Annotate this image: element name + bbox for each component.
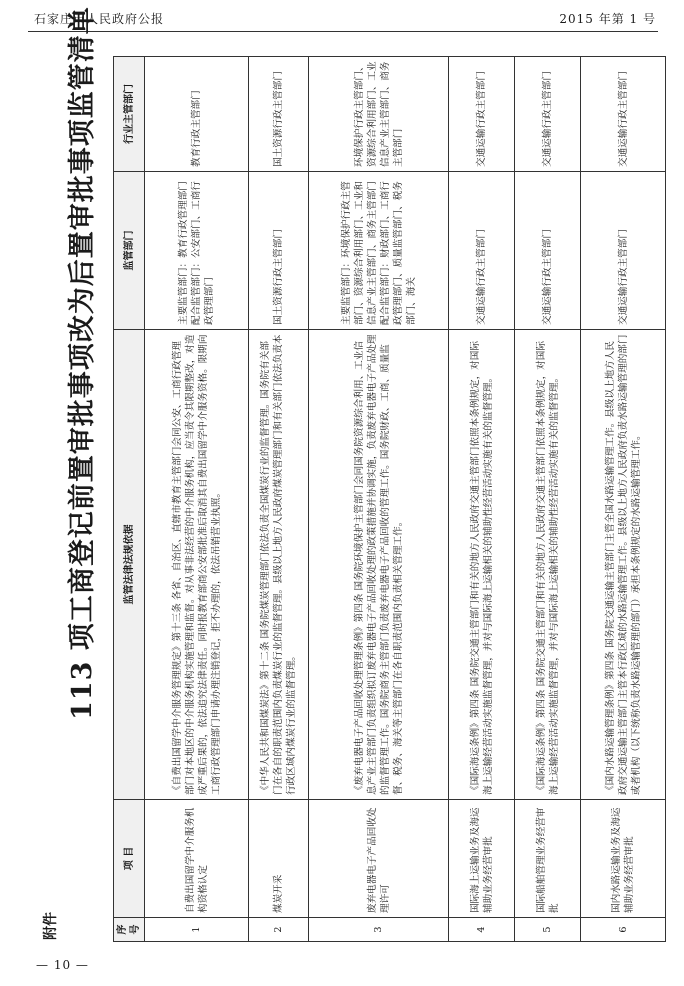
row-supervisor	[581, 172, 666, 330]
supervisor-assist: 配合监管部门：公安部门、工商行政管理部门	[191, 181, 215, 325]
row-basis: 《自费出国留学中介服务管理规定》第十三条 各省、自治区、直辖市教育主管部门会同公安、工商行政管理部门对本地区的中介服务机构实施管理和监督。对从事非法经营的中介服务机构，应当责令其限期整改，对造成严重后果的，依法追究法律责任。同时报教育部商公安部批准后取消其自费出国留学中介服务资格。限期向工商行政管理部门申请办理注销登记，拒不办理的，依法吊销营业执照。	[145, 330, 249, 800]
col-header-industry: 行业主管部门	[114, 57, 145, 172]
header-rule	[28, 31, 658, 32]
table-row	[249, 57, 309, 942]
row-industry: 环境保护行政主管部门、资源综合利用部门、工业信息产业主管部门、商务主管部门	[309, 57, 449, 172]
table-row	[449, 57, 515, 942]
supervisor-main: 主要监管部门：环境保护行政主管部门、资源综合利用部门、工业和信息产业主管部门、商务主管部门	[340, 181, 378, 325]
row-supervisor	[449, 172, 515, 330]
row-item: 国内水路运输业务及海运辅助业务经营审批	[581, 800, 666, 918]
col-header-no: 序号	[114, 918, 145, 942]
publication-name: 石家庄市人民政府公报	[34, 12, 165, 26]
row-industry: 教育行政主管部门	[145, 57, 249, 172]
row-industry: 交通运输行政主管部门	[515, 57, 581, 172]
row-item: 国际船舶管理业务经营审批	[515, 800, 581, 918]
row-item: 废弃电器电子产品回收处理许可	[309, 800, 449, 918]
page-number: — 10 —	[36, 958, 89, 972]
row-number: 4	[449, 918, 515, 942]
row-item: 国际海上运输业务及海运辅助业务经营审批	[449, 800, 515, 918]
row-number: 1	[145, 918, 249, 942]
row-basis: 《国际海运条例》第四条 国务院交通主管部门和有关的地方人民政府交通主管部门依照本条例规定，对国际海上运输经营活动实施监督管理，并对与国际海上运输相关的辅助性经营活动实施有关的监督管理。	[515, 330, 581, 800]
row-basis: 《中华人民共和国煤炭法》第十二条 国务院煤炭管理部门依法负责全国煤炭行业的监督管理。国务院有关部门在各自的职责范围内负责煤炭行业的监督管理。县级以上地方人民政府煤炭管理部门和有关部门依法负责本行政区域内煤炭行业的监督管理。	[249, 330, 309, 800]
row-basis: 《国际海运条例》第四条 国务院交通主管部门和有关的地方人民政府交通主管部门依照本条例规定，对国际海上运输经营活动实施监督管理，并对与国际海上运输相关的辅助性经营活动实施有关的监督管理。	[449, 330, 515, 800]
table-row	[309, 57, 449, 942]
supervision-table	[113, 56, 666, 942]
row-number: 3	[309, 918, 449, 942]
row-number: 6	[581, 918, 666, 942]
supervisor-main: 国土资源行政主管部门	[273, 229, 284, 325]
supervisor-assist: 配合监管部门：财政部门、工商行政管理部门、质量监管部门、税务部门、海关	[379, 181, 417, 325]
col-header-item: 项 目	[114, 800, 145, 918]
row-industry: 交通运输行政主管部门	[581, 57, 666, 172]
row-basis: 《国内水路运输管理条例》第四条 国务院交通运输主管部门主管全国水路运输管理工作。县级以上地方人民政府交通运输主管部门主管本行政区域的水路运输管理工作。县级以上地方人民政府负责水路运输管理的部门或者机构（以下统称负责水路运输管理的部门）承担本条例规定的水路运输管理工作。	[581, 330, 666, 800]
supervision-table-container	[113, 57, 658, 942]
supervisor-main: 交通运输行政主管部门	[476, 229, 487, 325]
row-basis: 《废弃电器电子产品回收处理管理条例》第四条 国务院环境保护主管部门会同国务院资源综合利用、工业信息产业主管部门负责组织拟订废弃电器电子产品回收处理的政策措施并协调实施，负责废弃电器电子产品处理的监督管理工作。国务院商务主管部门负责废弃电器电子产品回收的管理工作。国务院财政、工商、质量监督、税务、海关等主管部门在各自职责范围内负责相关管理工作。	[309, 330, 449, 800]
col-header-supervisor: 监管部门	[114, 172, 145, 330]
row-supervisor	[249, 172, 309, 330]
col-header-basis: 监管法律法规依据	[114, 330, 145, 800]
row-item: 自费出国留学中介服务机构资格认定	[145, 800, 249, 918]
supervisor-main: 交通运输行政主管部门	[542, 229, 553, 325]
supervisor-main: 交通运输行政主管部门	[617, 229, 629, 325]
row-supervisor	[515, 172, 581, 330]
row-number: 5	[515, 918, 581, 942]
table-header-row	[114, 57, 145, 942]
row-supervisor	[145, 172, 249, 330]
table-row	[581, 57, 666, 942]
supervisor-main: 主要监管部门：教育行政管理部门	[178, 181, 189, 325]
row-number: 2	[249, 918, 309, 942]
row-industry: 国土资源行政主管部门	[249, 57, 309, 172]
table-row	[515, 57, 581, 942]
row-supervisor	[309, 172, 449, 330]
issue-number: 2015 年第 1 号	[559, 12, 656, 26]
annex-label: 附件	[43, 912, 59, 940]
row-item: 煤炭开采	[249, 800, 309, 918]
document-title: 113 项工商登记前置审批事项改为后置审批事项监管清单	[67, 6, 98, 720]
row-industry: 交通运输行政主管部门	[449, 57, 515, 172]
table-row	[145, 57, 249, 942]
